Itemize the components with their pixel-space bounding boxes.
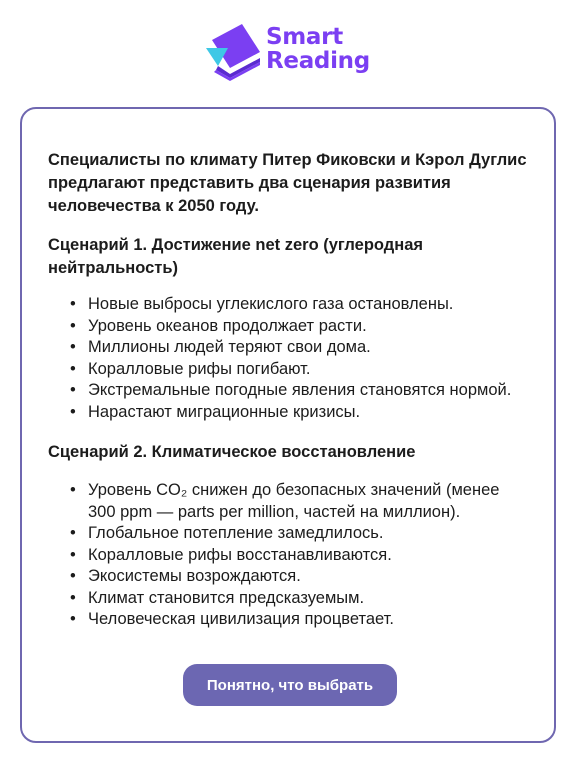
brand-name — [266, 25, 370, 73]
list-item-text: Глобальное потепление замедлилось. — [88, 524, 384, 542]
list-item — [70, 380, 528, 402]
smart-reading-logo — [204, 22, 376, 84]
list-item — [70, 480, 528, 523]
list-item-text: Миллионы людей теряют свои дома. — [88, 338, 371, 356]
list-item — [70, 316, 528, 338]
bullet-icon: • — [70, 381, 76, 399]
list-item-text: Уровень океанов продолжает расти. — [88, 316, 367, 335]
book-logo-icon — [204, 22, 262, 84]
list-item — [70, 294, 528, 316]
bullet-icon: • — [70, 338, 76, 356]
got-it-button[interactable]: Понятно, что выбрать — [183, 664, 397, 706]
list-item — [70, 588, 528, 610]
bullet-icon: • — [70, 402, 76, 421]
brand-line-1: Smart — [266, 24, 343, 50]
list-item-text: Экстремальные погодные явления становятся нормой. — [88, 381, 512, 399]
list-item — [70, 566, 528, 588]
list-item-text: Коралловые рифы погибают. — [88, 359, 311, 378]
list-item — [70, 337, 528, 359]
list-item — [70, 609, 528, 631]
bullet-icon: • — [70, 359, 76, 378]
list-item-text: Новые выбросы углекислого газа остановлены. — [88, 295, 454, 313]
bullet-icon: • — [70, 295, 76, 313]
scenario-2-list — [48, 480, 528, 631]
list-item — [70, 402, 528, 424]
bullet-icon: • — [70, 524, 76, 542]
bullet-icon: • — [70, 588, 76, 607]
bullet-icon: • — [70, 545, 76, 564]
intro-text: Специалисты по климату Питер Фиковски и Кэрол Дуглис предлагают представить два сценария развития человечества к 2050 году. — [48, 151, 527, 215]
bullet-icon: • — [70, 567, 76, 585]
bullet-icon: • — [70, 610, 76, 628]
list-item — [70, 545, 528, 567]
list-item-text: Человеческая цивилизация процветает. — [88, 610, 394, 628]
list-item-text: Коралловые рифы восстанавливаются. — [88, 545, 392, 564]
scenario-2-title: Сценарий 2. Климатическое восстановление — [48, 443, 416, 461]
content-card — [20, 107, 556, 743]
scenario-1-list — [48, 294, 528, 423]
bullet-icon: • — [70, 316, 76, 335]
list-item-text: Уровень CO₂ снижен до безопасных значений (менее 300 ppm — parts per million, частей на миллион). — [88, 481, 500, 521]
bullet-icon: • — [70, 481, 76, 499]
list-item-text: Нарастают миграционные кризисы. — [88, 402, 361, 421]
scenario-1-title: Сценарий 1. Достижение net zero (углеродная нейтральность) — [48, 236, 424, 277]
list-item-text: Климат становится предсказуемым. — [88, 588, 365, 607]
brand-line-2: Reading — [266, 48, 370, 74]
list-item-text: Экосистемы возрождаются. — [88, 567, 301, 585]
list-item — [70, 523, 528, 545]
list-item — [70, 359, 528, 381]
